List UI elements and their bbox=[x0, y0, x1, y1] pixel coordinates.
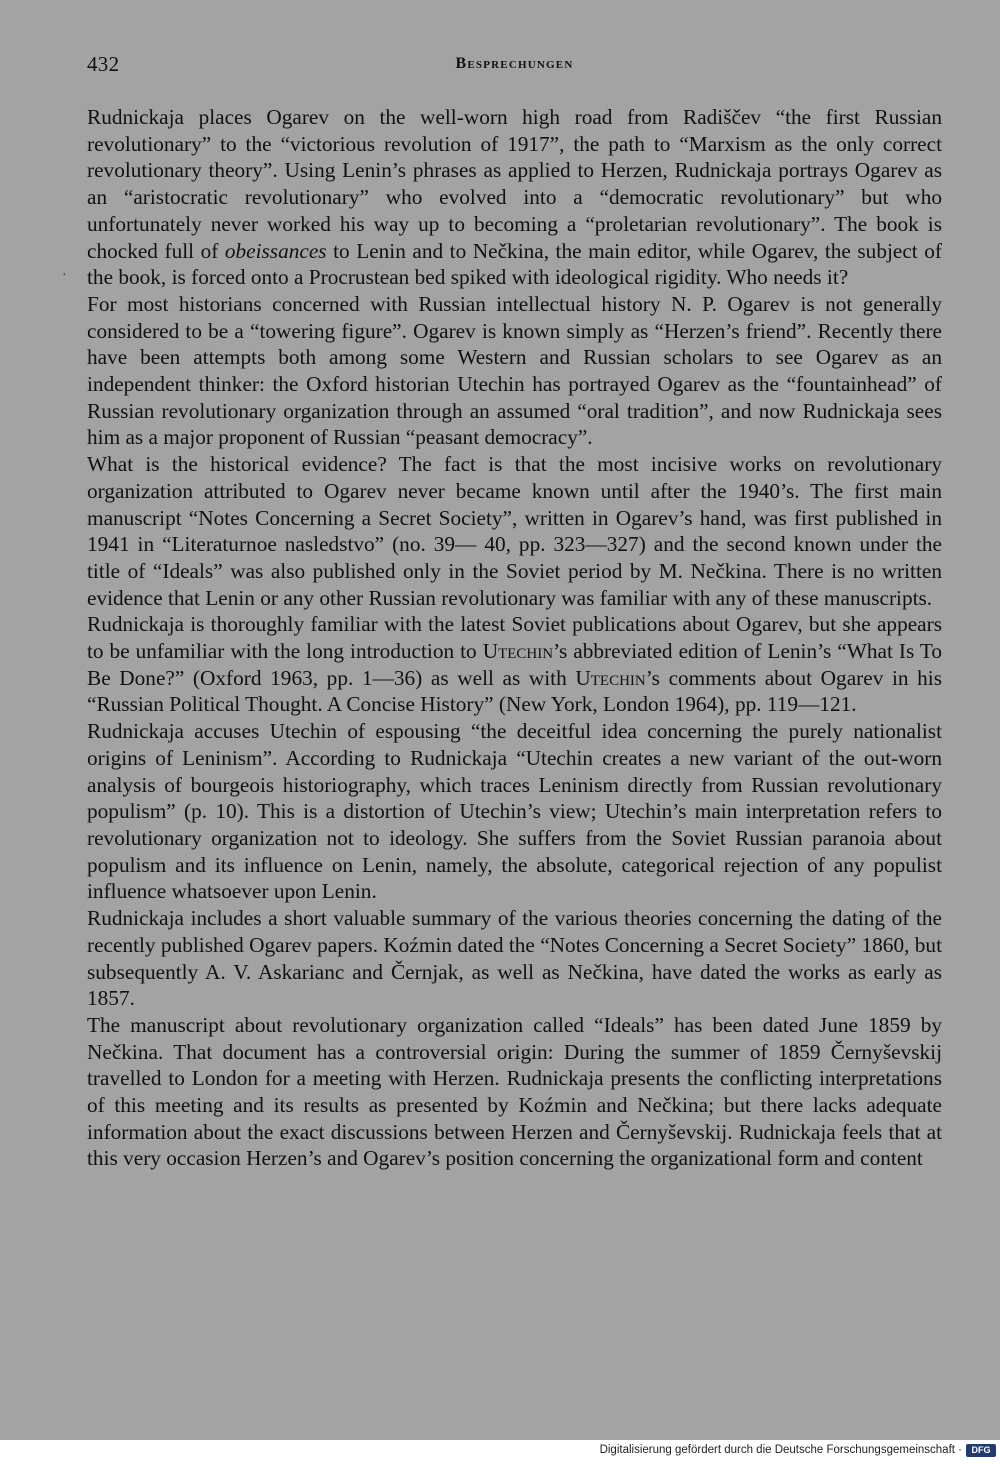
review-body-text bbox=[87, 104, 942, 1172]
paragraph bbox=[87, 611, 942, 718]
paragraph bbox=[87, 718, 942, 905]
page-header bbox=[87, 52, 942, 78]
paragraph-text: Rudnickaja includes a short valuable summary of the various theories concerning the dating of the recently published Ogarev papers. Koźmin dated the “Notes Concerning a Secret Society” 1860, but subsequently A. V. Askarianc and Černjak, as well as Nečkina, have dated the works as early as 1857. bbox=[87, 906, 942, 1011]
paragraph-text: ’s comments about Ogarev in his “Russian Political Thought. A Concise History” (New York, London 1964), pp. 119—121. bbox=[87, 665, 942, 717]
dfg-logo: DFG bbox=[966, 1444, 996, 1457]
author-name-smallcaps: Utechin bbox=[482, 639, 554, 664]
page-number: 432 bbox=[87, 52, 120, 76]
paragraph bbox=[87, 104, 942, 291]
paragraph bbox=[87, 905, 942, 1012]
paragraph bbox=[87, 1012, 942, 1172]
author-name-smallcaps: Utechin bbox=[575, 665, 646, 690]
running-head: Besprechungen bbox=[455, 55, 574, 72]
italic-term: obeissances bbox=[224, 238, 327, 263]
funding-credit: Digitalisierung gefördert durch die Deutsche Forschungsgemeinschaft · bbox=[599, 1444, 962, 1456]
paragraph-text: The manuscript about revolutionary organization called “Ideals” has been dated June 1859 by Nečkina. That document has a controversial origin: During the summer of 1859 Černyševskij travelled to London for a meeting with Herzen. Rudnickaja presents the conflicting interpretations of this meeting and its results as presented by Koźmin and Nečkina; but there lacks adequate information about the exact discussions between Herzen and Černyševskij. Rudnickaja feels that at this very occasion Herzen’s and Ogarev’s position concerning the organizational form and content bbox=[87, 1012, 942, 1171]
paragraph bbox=[87, 451, 942, 611]
paragraph bbox=[87, 291, 942, 451]
paragraph-text: For most historians concerned with Russian intellectual history N. P. Ogarev is not generally considered to be a “towering figure”. Ogarev is known simply as “Herzen’s friend”. Recently there have been attempts both among some Western and Russian scholars to see Ogarev as an independent thinker: the Oxford historian Utechin has portrayed Ogarev as the “fountainhead” of Russian revolutionary organization through an assumed “oral tradition”, and now Rudnickaja sees him as a major proponent of Russian “peasant democracy”. bbox=[87, 291, 942, 450]
paragraph-text: Rudnickaja places Ogarev on the well-worn high road from Radiščev “the first Russian revolutionary” to the “victorious revolution of 1917”, the path to “Marxism as the only correct revolutionary theory”. Using Lenin’s phrases as applied to Herzen, Rudnickaja portrays Ogarev as an “aristocratic revolutionary” who evolved into a “democratic revolutionary” but who unfortunately never worked his way up to becoming a “proletarian revolutionary”. The book is chocked full of bbox=[87, 105, 942, 263]
margin-mark: · bbox=[62, 268, 67, 283]
digitization-footer bbox=[0, 1440, 1000, 1464]
paragraph-text: Rudnickaja is thoroughly familiar with the latest Soviet publications about Ogarev, but she appears to be unfamiliar with the long introduction to bbox=[87, 612, 942, 664]
paragraph-text: Rudnickaja accuses Utechin of espousing “the deceitful idea concerning the purely nationalist origins of Leninism”. According to Rudnickaja “Utechin creates a new variant of the out-worn analysis of bourgeois historiography, which traces Leninism directly from Russian revolutionary populism” (p. 10). This is a distortion of Utechin’s view; Utechin’s main interpretation refers to revolutionary organization not to ideology. She suffers from the Soviet Russian paranoia about populism and its influence on Lenin, namely, the absolute, categorical rejection of any populist influence whatsoever upon Lenin. bbox=[87, 719, 942, 904]
paragraph-text: to Lenin and to Nečkina, the main editor, while Ogarev, the subject of the book, is forced onto a Procrustean bed spiked with ideological rigidity. Who needs it? bbox=[87, 238, 942, 290]
paragraph-text: ’s abbreviated edition of Lenin’s “What Is To Be Done?” (Oxford 1963, pp. 1—36) as well as with bbox=[87, 639, 943, 690]
paragraph-text: What is the historical evidence? The fact is that the most incisive works on revolutionary organization attributed to Ogarev never became known until after the 1940’s. The first main manuscript “Notes Concerning a Secret Society”, written in Ogarev’s hand, was first published in 1941 in “Literaturnoe nasledstvo” (no. 39— 40, pp. 323—327) and the second known under the title of “Ideals” was also published only in the Soviet period by M. Nečkina. There is no written evidence that Lenin or any other Russian revolutionary was familiar with any of these manuscripts. bbox=[87, 452, 942, 610]
